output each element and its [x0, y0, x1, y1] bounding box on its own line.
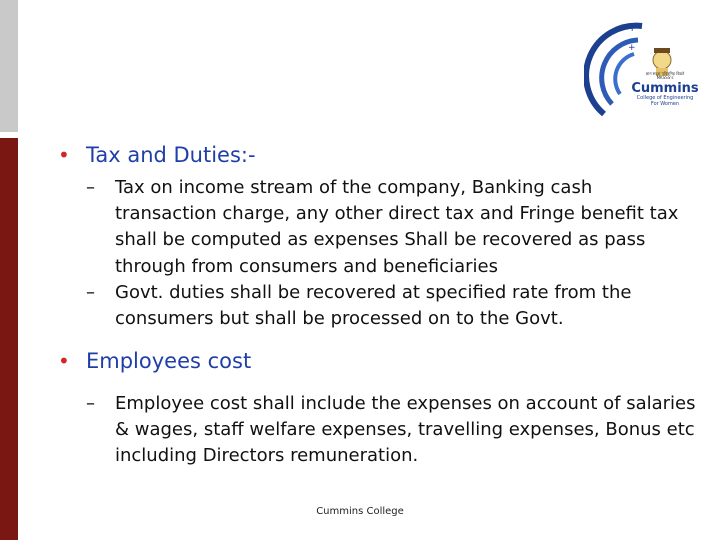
- sub-bullet: [86, 280, 696, 332]
- slide-content: [56, 142, 696, 469]
- logo-text: [628, 72, 702, 107]
- logo-tagline: ज्ञान सदृशं पवित्रमिह विद्यते: [645, 71, 685, 76]
- footer-text: Cummins College: [316, 506, 404, 517]
- svg-text:+: +: [628, 43, 636, 53]
- sub-bullet-text: Tax on income stream of the company, Banking cash transaction charge, any other direct tax and Fringe benefit tax shall be computed as expenses Shall be recovered as pass through from consumers and beneficiaries: [115, 177, 679, 277]
- sub-dash: –: [86, 393, 95, 415]
- logo-name: Cummins: [631, 81, 699, 96]
- bullet-employees-cost: [56, 348, 696, 375]
- logo-for: For Women: [650, 100, 680, 107]
- sub-bullet: [86, 391, 696, 469]
- sub-bullet: [86, 175, 696, 279]
- bullet-title: Employees cost: [86, 348, 252, 373]
- logo-society: MKSSS's: [656, 75, 674, 80]
- logo-college: College of Engineering: [636, 95, 694, 101]
- bullet-dot: •: [58, 143, 70, 167]
- sub-bullet-text: Employee cost shall include the expenses on account of salaries & wages, staff welfare expenses, travelling expenses, Bonus etc including Directors remuneration.: [115, 393, 696, 467]
- side-bar-top: [0, 0, 18, 132]
- bullet-dot: •: [58, 348, 70, 373]
- sub-dash: –: [86, 177, 95, 199]
- bullet-tax-duties: [56, 142, 696, 169]
- sub-bullet-text: Govt. duties shall be recovered at specified rate from the consumers but shall be processed on to the Govt.: [115, 281, 632, 329]
- side-bar-accent: [0, 138, 18, 540]
- bullet-title: Tax and Duties:-: [86, 143, 256, 167]
- sub-dash: –: [86, 281, 95, 303]
- svg-text:+: +: [628, 23, 637, 34]
